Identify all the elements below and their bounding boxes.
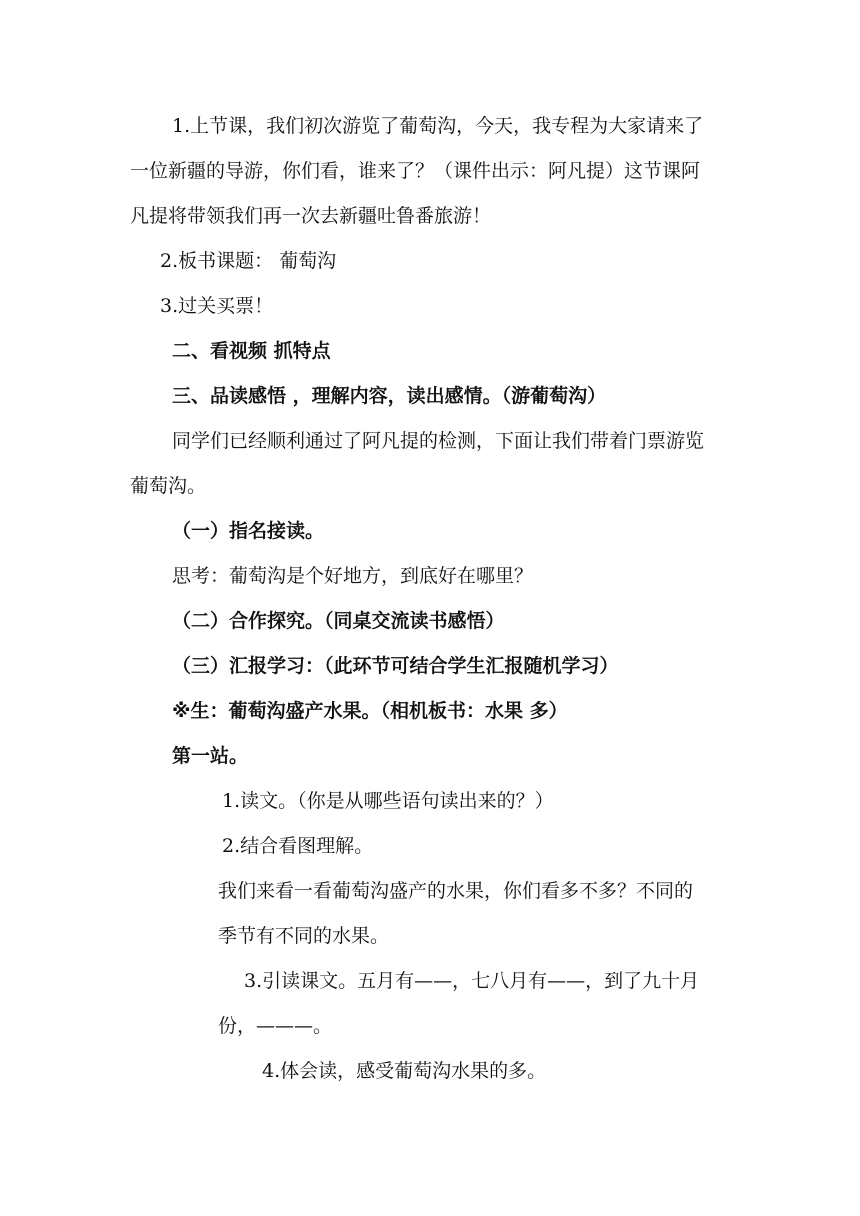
paragraph-line: 同学们已经顺利通过了阿凡提的检测，下面让我们带着门票游览 bbox=[172, 430, 705, 452]
paragraph-line: 葡萄沟。 bbox=[130, 475, 207, 497]
list-item: 2.结合看图理解。 bbox=[222, 835, 374, 857]
paragraph-line: 思考：葡萄沟是个好地方，到底好在哪里？ bbox=[172, 565, 534, 587]
section-heading: 二、看视频 抓特点 bbox=[172, 340, 331, 362]
paragraph-line: 季节有不同的水果。 bbox=[218, 925, 390, 947]
paragraph-line: 1.上节课，我们初次游览了葡萄沟，今天，我专程为大家请来了 bbox=[172, 115, 704, 137]
paragraph-line: 凡提将带领我们再一次去新疆吐鲁番旅游！ bbox=[130, 205, 492, 227]
list-item: 4.体会读，感受葡萄沟水果的多。 bbox=[262, 1060, 547, 1082]
highlight-line: ※生：葡萄沟盛产水果。（相机板书：水果 多） bbox=[172, 700, 568, 722]
subsection-heading: （二）合作探究。（同桌交流读书感悟） bbox=[172, 610, 505, 632]
section-heading: 三、品读感悟 ，理解内容，读出感情。（游葡萄沟） bbox=[172, 385, 607, 407]
paragraph-line: 份，———。 bbox=[218, 1015, 333, 1037]
paragraph-line: 3.过关买票！ bbox=[160, 295, 274, 317]
paragraph-line: 2.板书课题： 葡萄沟 bbox=[160, 250, 337, 272]
list-item: 3.引读课文。五月有——，七八月有——，到了九十月 bbox=[244, 970, 700, 992]
paragraph-line: 我们来看一看葡萄沟盛产的水果，你们看多不多？不同的 bbox=[218, 880, 694, 902]
list-item: 1.读文。（你是从哪些语句读出来的？） bbox=[222, 790, 554, 812]
subsection-heading: （一）指名接读。 bbox=[172, 520, 325, 542]
station-heading: 第一站。 bbox=[172, 745, 249, 767]
paragraph-line: 一位新疆的导游，你们看，谁来了？（课件出示：阿凡提）这节课阿 bbox=[130, 160, 701, 182]
subsection-heading: （三）汇报学习：（此环节可结合学生汇报随机学习） bbox=[172, 655, 619, 677]
